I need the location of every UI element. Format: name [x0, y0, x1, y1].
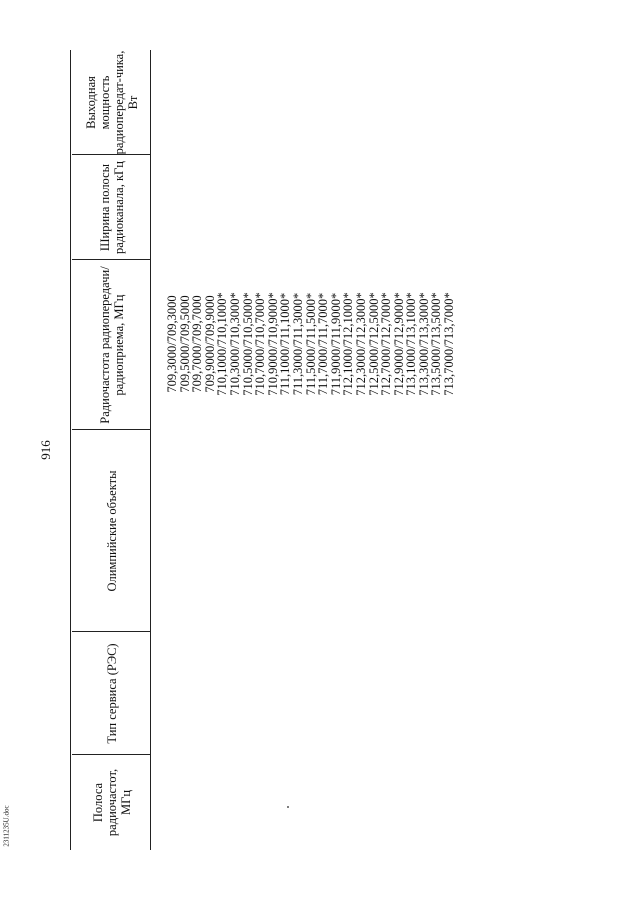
frequency-row: 709,7000/709,7000 [190, 295, 205, 393]
header-bottom-rule [150, 50, 151, 850]
frequency-row: 712,7000/712,7000* [379, 292, 394, 396]
frequency-row: 713,7000/713,7000* [442, 292, 457, 396]
frequency-row: 710,9000/710,9000* [265, 292, 280, 396]
frequency-row: 710,1000/710,1000* [215, 292, 230, 396]
header-band: Полоса радиочастот, МГц [91, 768, 133, 837]
page-number: 916 [37, 440, 53, 460]
frequency-row: 713,5000/713,5000* [429, 292, 444, 396]
header-olympic-objects: Олимпийские объекты [105, 470, 119, 592]
frequency-row: 711,3000/711,3000* [290, 292, 305, 396]
frequency-row: 712,1000/712,1000* [341, 292, 356, 396]
frequency-row: 713,1000/713,1000* [404, 292, 419, 396]
frequency-row: 712,5000/712,5000* [366, 292, 381, 396]
frequency-list [166, 274, 456, 414]
frequency-row: 709,9000/709,9000 [202, 295, 217, 393]
document-filename: 2311235U.doc [2, 805, 11, 847]
frequency-row: 711,9000/711,9000* [328, 292, 343, 396]
frequency-row: 712,3000/712,3000* [353, 292, 368, 396]
frequency-row: 710,5000/710,5000* [240, 292, 255, 396]
frequency-row: 711,5000/711,5000* [303, 292, 318, 396]
frequency-row: 711,7000/711,7000* [316, 292, 331, 396]
frequency-row: 712,9000/712,9000* [391, 292, 406, 396]
frequency-row: 709,3000/709,3000 [165, 295, 179, 393]
frequency-row: 711,1000/711,1000* [278, 292, 293, 396]
rotated-table [70, 50, 570, 850]
table-top-rule [70, 50, 71, 850]
frequency-row: 713,3000/713,3000* [416, 292, 431, 396]
frequency-row: 710,3000/710,3000* [227, 292, 242, 396]
header-channel-width: Ширина полосы радиоканала, кГц [98, 161, 126, 254]
header-frequency: Радиочастота радиопередачи/ радиоприема, МГц [98, 266, 126, 424]
header-output-power: Выходная мощность радиопередат-чика, Вт [84, 50, 140, 155]
header-service-type: Тип сервиса (РЭС) [105, 643, 119, 744]
frequency-row: 710,7000/710,7000* [253, 292, 268, 396]
frequency-row: 709,5000/709,5000 [177, 295, 192, 393]
